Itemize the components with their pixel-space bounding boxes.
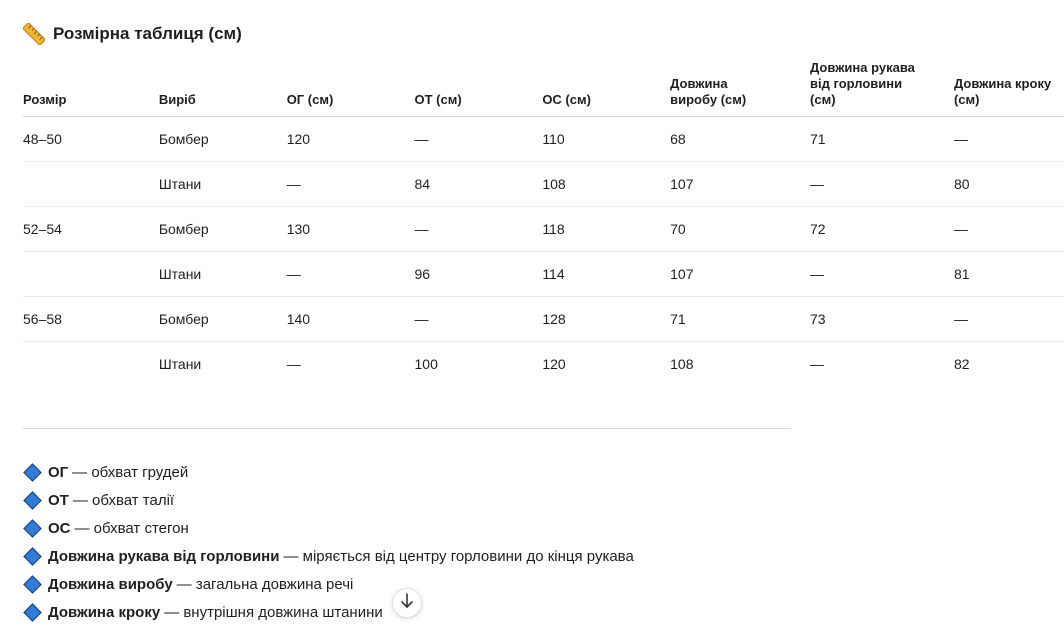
column-header: Розмір (23, 58, 159, 117)
table-cell: 100 (414, 356, 438, 372)
diamond-icon (23, 519, 41, 537)
page-title (23, 23, 242, 45)
table-cell: Штани (158, 356, 202, 372)
arrow-down-icon (400, 593, 414, 614)
legend-term: ОС (48, 519, 71, 537)
table-cell: 140 (287, 297, 415, 342)
legend-term: ОГ (48, 463, 69, 481)
table-cell: 81 (954, 252, 1064, 297)
table-header-row (23, 58, 1064, 117)
table-cell: 68 (670, 117, 810, 162)
table-cell: — (415, 117, 543, 162)
table-cell: 107 (670, 252, 810, 297)
table-row (23, 162, 1064, 207)
legend-desc: — обхват стегон (74, 519, 189, 537)
table-cell: 130 (287, 207, 415, 252)
table-cell: — (954, 297, 1064, 342)
column-header (954, 58, 1064, 117)
table-cell (23, 162, 159, 207)
table-row (23, 342, 1064, 387)
scroll-down-button[interactable] (392, 588, 422, 618)
diamond-icon (23, 463, 41, 481)
table-cell: — (810, 356, 825, 372)
legend-desc: — міряється від центру горловини до кінця рукава (283, 547, 634, 565)
table-cell: 110 (542, 117, 670, 162)
table-cell: — (810, 162, 954, 207)
legend-desc: — загальна довжина речі (176, 575, 354, 593)
table-row (23, 207, 1064, 252)
table-row (23, 297, 1064, 342)
column-header (810, 58, 954, 117)
table-cell: 82 (953, 356, 970, 372)
legend-item (23, 458, 634, 486)
column-header: ОГ (см) (287, 58, 415, 117)
table-cell: 71 (670, 297, 810, 342)
table-cell: Бомбер (159, 117, 287, 162)
diamond-icon (23, 603, 41, 621)
page-title-text: Розмірна таблиця (см) (53, 24, 242, 43)
legend-term: Довжина кроку (48, 603, 161, 621)
size-table (23, 58, 1064, 386)
table-cell: 48–50 (23, 117, 159, 162)
ruler-icon (23, 23, 45, 45)
table-cell (23, 252, 159, 297)
column-header-text: Довжина кроку (см) (953, 76, 1052, 107)
table-cell: — (954, 117, 1064, 162)
diamond-icon (23, 575, 41, 593)
table-cell: — (954, 207, 1064, 252)
table-cell: 71 (810, 117, 954, 162)
column-header: ОТ (см) (415, 58, 543, 117)
table-cell: 56–58 (23, 297, 159, 342)
table-cell: — (415, 297, 543, 342)
legend-desc: — обхват талії (72, 491, 175, 509)
diamond-icon (23, 547, 41, 565)
table-cell: Штани (159, 162, 287, 207)
table-cell: — (286, 356, 301, 372)
table-cell: — (287, 162, 415, 207)
table-cell: 96 (415, 252, 543, 297)
column-header: Виріб (159, 58, 287, 117)
diamond-icon (23, 491, 41, 509)
table-cell: 72 (810, 207, 954, 252)
table-cell: Бомбер (159, 207, 287, 252)
table-cell: — (810, 252, 954, 297)
legend-desc: — обхват грудей (72, 463, 189, 481)
table-cell: Штани (159, 252, 287, 297)
legend-item (23, 514, 634, 542)
legend-item (23, 570, 634, 598)
table-cell: 120 (542, 356, 566, 372)
table-cell: 108 (542, 162, 670, 207)
table-cell: — (415, 207, 543, 252)
table-cell: 84 (415, 162, 543, 207)
legend-item (23, 486, 634, 514)
table-cell: 108 (670, 356, 694, 372)
table-cell: — (287, 252, 415, 297)
table-cell: 52–54 (23, 207, 159, 252)
legend-list (23, 458, 634, 626)
table-cell: 80 (954, 162, 1064, 207)
table-cell: 107 (670, 162, 810, 207)
column-header-text: Довжина рукава від горловини (см) (810, 60, 915, 107)
table-cell: 128 (542, 297, 670, 342)
column-header-text: Довжина виробу (см) (670, 76, 747, 107)
legend-item (23, 598, 634, 626)
legend-item (23, 542, 634, 570)
table-cell: 73 (810, 297, 954, 342)
legend-desc: — внутрішня довжина штанини (164, 603, 383, 621)
table-cell: 118 (542, 207, 670, 252)
legend-term: Довжина виробу (48, 575, 173, 593)
table-cell: 120 (287, 117, 415, 162)
column-header: ОС (см) (542, 58, 670, 117)
table-cell: 70 (670, 207, 810, 252)
table-cell (23, 342, 159, 387)
table-row (23, 252, 1064, 297)
section-divider (23, 428, 791, 429)
column-header (670, 58, 810, 117)
legend-term: Довжина рукава від горловини (48, 547, 280, 565)
table-cell: 114 (542, 252, 670, 297)
table-cell: Бомбер (159, 297, 287, 342)
table-row (23, 117, 1064, 162)
legend-term: ОТ (48, 491, 69, 509)
